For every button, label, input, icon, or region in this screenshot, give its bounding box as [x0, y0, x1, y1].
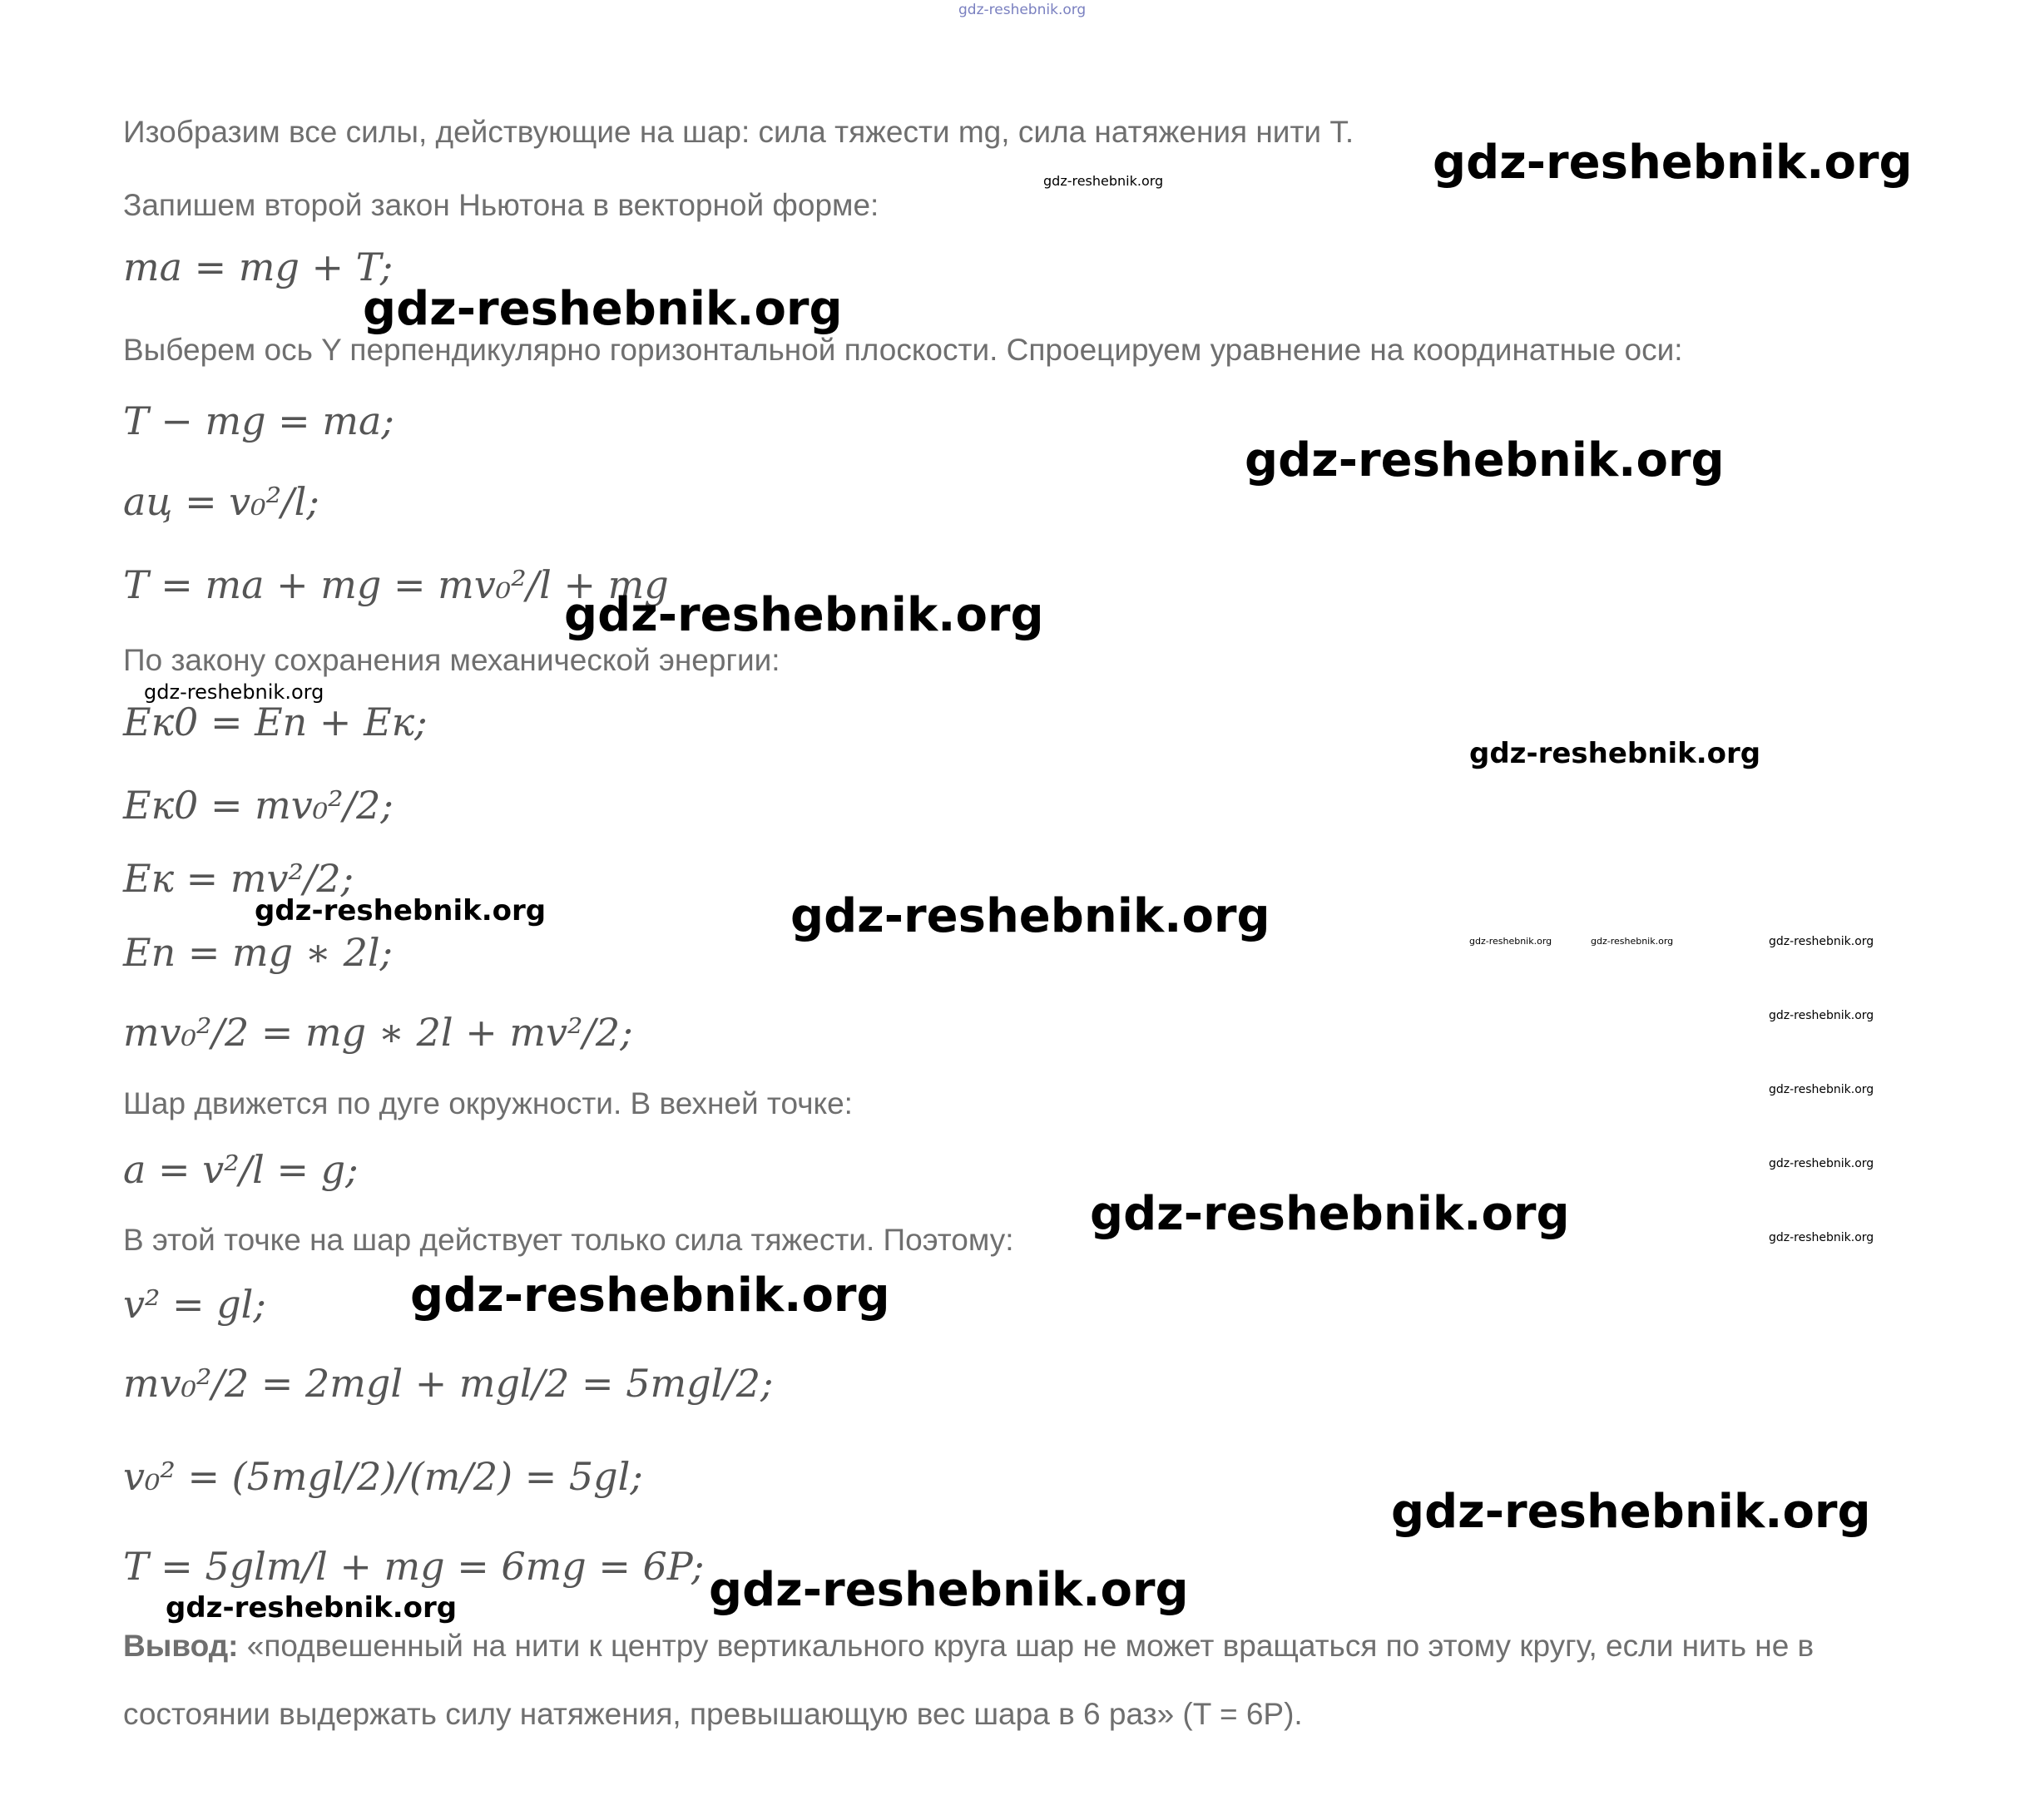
- watermark: gdz-reshebnik.org: [1043, 173, 1164, 189]
- watermark: gdz-reshebnik.org: [709, 1563, 1189, 1617]
- equation-substitution: mv₀²/2 = 2mgl + mgl/2 = 5mgl/2;: [123, 1361, 774, 1406]
- equation-final: T = 5glm/l + mg = 6mg = 6P;: [123, 1544, 705, 1589]
- text-axis: Выберем ось Y перпендикулярно горизонтальной плоскости. Спроецируем уравнение на координатные оси:: [123, 333, 1683, 367]
- conclusion-line-1: [123, 1630, 1814, 1661]
- watermark: gdz-reshebnik.org: [790, 889, 1270, 943]
- text-newton-law: Запишем второй закон Ньютона в векторной форме:: [123, 188, 879, 222]
- equation-ek0: Eк0 = mv₀²/2;: [123, 783, 394, 828]
- watermark: gdz-reshebnik.org: [255, 894, 547, 927]
- watermark: gdz-reshebnik.org: [1245, 433, 1725, 487]
- header-watermark: gdz-reshebnik.org: [958, 2, 1087, 18]
- watermark: gdz-reshebnik.org: [1591, 936, 1674, 947]
- equation-v-squared: v² = gl;: [123, 1282, 266, 1327]
- equation-top-point: a = v²/l = g;: [123, 1147, 359, 1192]
- equation-balance: mv₀²/2 = mg ∗ 2l + mv²/2;: [123, 1010, 633, 1055]
- equation-centripetal: aц = v₀²/l;: [123, 479, 319, 524]
- equation-ep: Eп = mg ∗ 2l;: [123, 930, 394, 975]
- equation-tension: T = ma + mg = mv₀²/l + mg: [123, 562, 669, 607]
- watermark: gdz-reshebnik.org: [1769, 1083, 1874, 1096]
- text-arc: Шар движется по дуге окружности. В вехней точке:: [123, 1086, 853, 1120]
- watermark: gdz-reshebnik.org: [1391, 1485, 1871, 1539]
- watermark: gdz-reshebnik.org: [144, 680, 324, 704]
- conclusion-text-1: «подвешенный на нити к центру вертикального круга шар не может вращаться по этому кругу, если нить не в: [238, 1629, 1815, 1663]
- watermark: gdz-reshebnik.org: [1090, 1187, 1570, 1241]
- text-forces: Изобразим все силы, действующие на шар: сила тяжести mg, сила натяжения нити T.: [123, 115, 1354, 149]
- watermark: gdz-reshebnik.org: [1769, 1231, 1874, 1244]
- equation-ek: Eк = mv²/2;: [123, 856, 354, 901]
- equation-vector-form: ma = mg + T;: [123, 245, 394, 289]
- equation-energy: Eк0 = Eп + Eк;: [123, 700, 428, 744]
- watermark: gdz-reshebnik.org: [1469, 737, 1761, 770]
- equation-projection: T − mg = ma;: [123, 398, 394, 443]
- conclusion-line-2: состоянии выдержать силу натяжения, превышающую вес шара в 6 раз» (T = 6P).: [123, 1697, 1303, 1731]
- watermark: gdz-reshebnik.org: [564, 588, 1044, 642]
- watermark: gdz-reshebnik.org: [363, 282, 843, 336]
- text-gravity-only: В этой точке на шар действует только сила тяжести. Поэтому:: [123, 1223, 1014, 1257]
- watermark: gdz-reshebnik.org: [1769, 935, 1874, 948]
- watermark: gdz-reshebnik.org: [410, 1269, 890, 1323]
- equation-v0-squared: v₀² = (5mgl/2)/(m/2) = 5gl;: [123, 1454, 643, 1499]
- text-energy-law: По закону сохранения механической энергии:: [123, 643, 780, 677]
- watermark: gdz-reshebnik.org: [166, 1591, 458, 1625]
- watermark: gdz-reshebnik.org: [1433, 136, 1913, 190]
- conclusion-label: Вывод:: [123, 1629, 239, 1663]
- watermark: gdz-reshebnik.org: [1469, 936, 1552, 947]
- watermark: gdz-reshebnik.org: [1769, 1157, 1874, 1170]
- watermark: gdz-reshebnik.org: [1769, 1009, 1874, 1022]
